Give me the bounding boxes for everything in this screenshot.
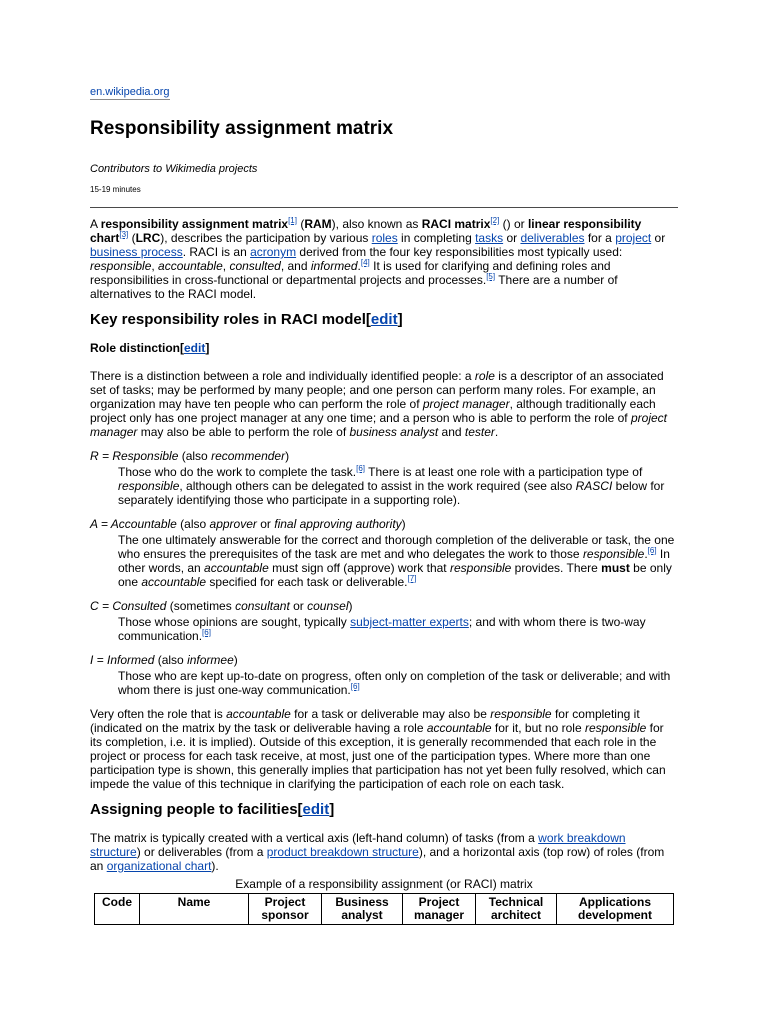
term-emphasis: consultant — [235, 599, 290, 613]
paragraph-text: ) or deliverables (from a — [136, 845, 267, 859]
term-emphasis: approver — [209, 517, 257, 531]
intro-emphasis: consulted — [229, 259, 281, 273]
intro-term-lrc-full: linear responsibility chart — [90, 217, 642, 245]
intro-term-ram-full: responsibility assignment matrix — [100, 217, 289, 231]
header-divider — [90, 207, 678, 208]
accountable-responsible-paragraph — [90, 707, 678, 791]
definition-accountable — [90, 517, 678, 589]
intro-text: , — [222, 259, 230, 273]
paragraph-emphasis: responsible — [584, 721, 647, 735]
description-emphasis: RASCI — [575, 479, 613, 493]
section-heading-text: Key responsibility roles in RACI model — [90, 311, 366, 328]
intro-text: in completing — [397, 231, 476, 245]
description-strong: must — [601, 561, 630, 575]
table-caption: Example of a responsibility assignment (or RACI) matrix — [235, 877, 533, 891]
definition-term — [90, 449, 678, 463]
term-label: I = Informed — [90, 653, 155, 667]
intro-text: . RACI is an — [182, 245, 251, 259]
link-acronym[interactable]: acronym — [250, 245, 297, 259]
paragraph-text: ). — [211, 859, 219, 873]
reference-link-6[interactable]: [6] — [647, 546, 657, 555]
paragraph-emphasis: responsible — [490, 707, 552, 721]
term-emphasis: recommender — [211, 449, 286, 463]
section-heading-text: Assigning people to facilities — [90, 801, 298, 818]
definition-description — [118, 669, 678, 697]
definition-consulted — [90, 599, 678, 643]
paragraph-emphasis: business analyst — [349, 425, 439, 439]
subsection-heading-text: Role distinction — [90, 341, 180, 355]
definition-responsible — [90, 449, 678, 507]
intro-text: () or — [499, 217, 528, 231]
definition-description — [118, 533, 678, 589]
article-body — [90, 217, 678, 925]
link-organizational-chart[interactable]: organizational chart — [106, 859, 212, 873]
edit-link-role-distinction[interactable]: edit — [184, 341, 206, 355]
intro-text: , and — [280, 259, 311, 273]
intro-text: It is used for clarifying and defining roles and responsibilities in cross-functional or departmental projects and processes. — [90, 259, 611, 287]
paragraph-emphasis: project manager — [422, 397, 510, 411]
reference-link-2[interactable]: [2] — [490, 216, 500, 225]
intro-emphasis: responsible — [90, 259, 152, 273]
paragraph-text: . — [494, 425, 499, 439]
definition-informed — [90, 653, 678, 697]
paragraph-emphasis: tester — [464, 425, 495, 439]
column-header-technical-architect: Technical architect — [476, 894, 557, 925]
term-text: ) — [233, 653, 238, 667]
link-roles[interactable]: roles — [371, 231, 398, 245]
definition-term — [90, 517, 678, 531]
paragraph-text: , although traditionally each project only has one project manager at any one time; and a person who is able to perform the role of — [90, 397, 656, 425]
intro-text: derived from the four key responsibilities most typically used: — [296, 245, 623, 259]
description-text: specified for each task or deliverable. — [206, 575, 408, 589]
intro-emphasis: informed — [310, 259, 358, 273]
link-work-breakdown-structure[interactable]: work breakdown structure — [90, 831, 626, 859]
intro-text: ( — [128, 231, 136, 245]
intro-term-raci-matrix: RACI matrix — [421, 217, 491, 231]
description-text: The one ultimately answerable for the correct and thorough completion of the deliverable or task, the one who ensures the prerequisites of the task are met and who delegates the work to those — [118, 533, 675, 561]
term-emphasis: informee — [187, 653, 234, 667]
description-emphasis: responsible — [118, 479, 180, 493]
column-header-code: Code — [95, 894, 140, 925]
paragraph-emphasis: accountable — [426, 721, 492, 735]
paragraph-text: may also be able to perform the role of — [137, 425, 350, 439]
raci-matrix-table — [94, 893, 674, 925]
paragraph-text: for its completion, i.e. it is implied). Outside of this exception, it is generally recommended that each role in the project or process for each task receive, at most, just one of the participation types. Where more than one participation type is shown, this generally implies that participation has not yet been fully resolved, which can impede the value of this technique in clarifying the participation of each role on each task. — [90, 721, 666, 791]
description-text: Those who do the work to complete the task. — [118, 465, 357, 479]
reference-link-4[interactable]: [4] — [360, 258, 370, 267]
intro-term-lrc: LRC — [135, 231, 161, 245]
paragraph-text: The matrix is typically created with a vertical axis (left-hand column) of tasks (from a — [90, 831, 539, 845]
reference-link-6[interactable]: [6] — [356, 464, 366, 473]
description-text: In other words, an — [118, 547, 670, 575]
paragraph-emphasis: accountable — [226, 707, 291, 721]
description-emphasis: responsible — [582, 547, 645, 561]
intro-term-ram: RAM — [304, 217, 332, 231]
edit-link-assigning[interactable]: edit — [302, 801, 330, 818]
section-heading-roles: Key responsibility roles in RACI model[edit] — [90, 311, 403, 328]
reference-link-1[interactable]: [1] — [288, 216, 297, 225]
intro-text: . — [357, 259, 361, 273]
term-label: A = Accountable — [90, 517, 177, 531]
intro-text: ), also known as — [331, 217, 422, 231]
term-label: C = Consulted — [90, 599, 167, 613]
byline: Contributors to Wikimedia projects — [90, 163, 258, 175]
table-header-row — [95, 894, 674, 925]
source-site-link[interactable]: en.wikipedia.org — [90, 86, 170, 98]
paragraph-text: and — [438, 425, 465, 439]
link-product-breakdown-structure[interactable]: product breakdown structure — [266, 845, 419, 859]
description-text: below for separately identifying those who participate in a supporting role). — [118, 479, 665, 507]
column-header-project-sponsor: Project sponsor — [249, 894, 322, 925]
column-header-project-manager: Project manager — [403, 894, 476, 925]
intro-text: , — [151, 259, 159, 273]
intro-text: ( — [296, 217, 305, 231]
term-text: or — [289, 599, 308, 613]
description-emphasis: accountable — [141, 575, 207, 589]
term-text: or — [256, 517, 275, 531]
definition-description — [118, 615, 678, 643]
column-header-applications-development: Applications development — [557, 894, 674, 925]
paragraph-emphasis: role — [474, 369, 495, 383]
description-text: Those who are kept up-to-date on progress, often only on completion of the task or deliverable; and with whom there is just one-way communication. — [118, 669, 671, 697]
paragraph-emphasis: project manager — [90, 411, 668, 439]
reference-link-6[interactable]: [6] — [350, 682, 360, 691]
paragraph-text: is a descriptor of an associated set of tasks; may be performed by many people; and one person can perform many roles. For example, an organization may have ten people who can perform the role of — [90, 369, 664, 411]
description-text: There is at least one role with a participation type of — [365, 465, 643, 479]
description-text: provides. There — [511, 561, 602, 575]
section-heading-assigning: Assigning people to facilities[edit] — [90, 801, 335, 818]
term-text: (also — [176, 517, 210, 531]
page-title: Responsibility assignment matrix — [90, 118, 394, 139]
reference-link-5[interactable]: [5] — [486, 272, 496, 281]
description-text: must sign off (approve) work that — [268, 561, 450, 575]
link-business-process[interactable]: business process — [90, 245, 183, 259]
definition-description — [118, 465, 678, 507]
reference-link-6[interactable]: [6] — [202, 628, 211, 637]
edit-link-roles[interactable]: edit — [370, 311, 398, 328]
description-emphasis: responsible — [449, 561, 512, 575]
paragraph-text: There is a distinction between a role and individually identified people: a — [90, 369, 475, 383]
reference-link-7[interactable]: [7] — [407, 574, 417, 583]
intro-text: or — [651, 231, 666, 245]
intro-text: A — [90, 217, 101, 231]
paragraph-text: for completing it (indicated on the matrix by the task or deliverable having a role — [90, 707, 640, 735]
description-text: . — [644, 547, 648, 561]
term-text: (also — [178, 449, 212, 463]
paragraph-text: for a task or deliverable may also be — [290, 707, 491, 721]
term-text: (also — [154, 653, 188, 667]
paragraph-text: for it, but no role — [491, 721, 585, 735]
read-time: 15-19 minutes — [90, 185, 141, 194]
description-text: Those whose opinions are sought, typically — [118, 615, 351, 629]
subsection-heading-role-distinction: Role distinction[edit] — [90, 341, 210, 355]
term-text: ) — [285, 449, 290, 463]
description-text: , although others can be delegated to assist in the work required (see also — [179, 479, 576, 493]
term-label: R = Responsible — [90, 449, 179, 463]
paragraph-text: Very often the role that is — [90, 707, 227, 721]
term-emphasis: final approving authority — [274, 517, 402, 531]
intro-text: There are a number of alternatives to the RACI model. — [90, 273, 618, 301]
description-text: ; and with whom there is two-way communication. — [118, 615, 646, 643]
term-text: ) — [348, 599, 353, 613]
intro-text: or — [503, 231, 521, 245]
reference-link-3[interactable]: [3] — [119, 230, 129, 239]
column-header-business-analyst: Business analyst — [322, 894, 403, 925]
link-deliverables[interactable]: deliverables — [520, 231, 585, 245]
column-header-name: Name — [140, 894, 249, 925]
definition-term — [90, 599, 678, 613]
role-distinction-paragraph — [90, 369, 678, 439]
paragraph-text: ), and a horizontal axis (top row) of roles (from an — [90, 845, 665, 873]
intro-text: for a — [584, 231, 616, 245]
intro-paragraph — [90, 217, 678, 301]
definition-term — [90, 653, 678, 667]
intro-emphasis: accountable — [158, 259, 223, 273]
intro-text: ), describes the participation by various — [160, 231, 372, 245]
link-project[interactable]: project — [615, 231, 652, 245]
term-text: (sometimes — [166, 599, 236, 613]
term-text: ) — [401, 517, 406, 531]
term-emphasis: counsel — [307, 599, 349, 613]
matrix-paragraph — [90, 831, 678, 873]
link-tasks[interactable]: tasks — [475, 231, 504, 245]
link-subject-matter-experts[interactable]: subject-matter experts — [350, 615, 469, 629]
description-text: be only one — [118, 561, 672, 589]
description-emphasis: accountable — [204, 561, 269, 575]
